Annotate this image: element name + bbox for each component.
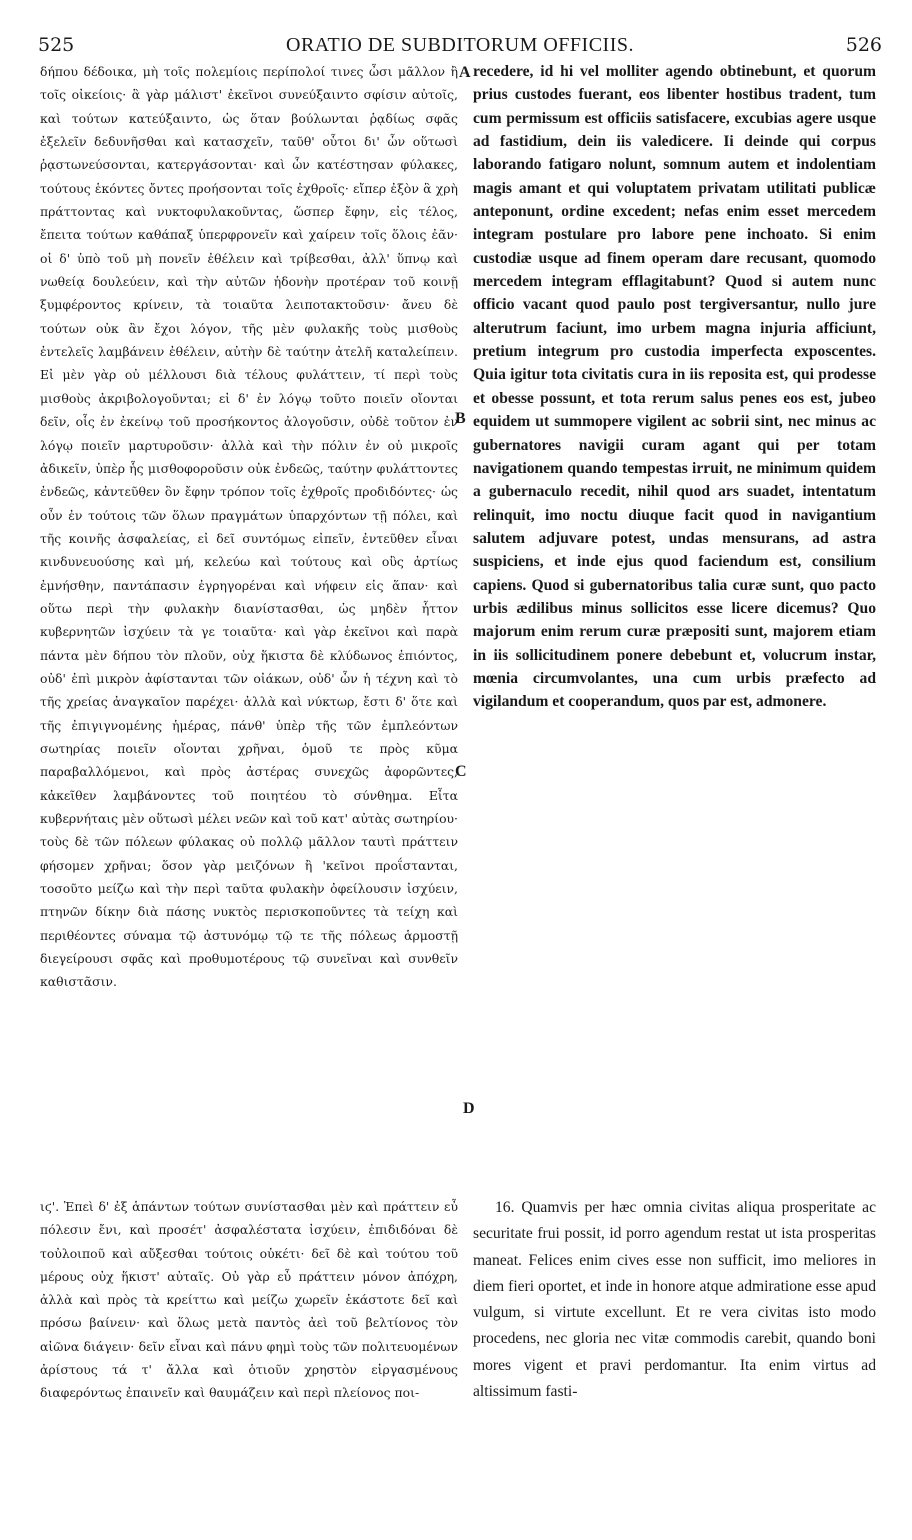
greek-column-text: δήπου δέδοικα, μὴ τοῖς πολεμίοις περίπολοί τινες ὦσι μᾶλλον ἢ τοῖς οἰκείοις· ἃ γὰρ μάλιστ' ἐκεῖνοι συνεύξαιντο σφίσιν αὐτοῖς, καὶ τούτων κατεύξαιντο, ὡς ὅταν βούλωνται ῥᾳδίως σφᾶς ἐξελεῖν δεδυνῆσθαι καὶ κατασχεῖν, ταῦθ' οὗτοι δι' ὧν οὕτωσὶ ῥᾳστωνεύσονται, κατεργάσονται· καὶ ὧν κατέστησαν φύλακες, τούτους ἑκόντες ὄντες προήσονται τοῖς ἐχθροῖς· εἴπερ ἐξὸν ἃ χρὴ πράττοντας καὶ νυκτοφυλακοῦντας, ὥσπερ ἔφην, εἰς τέλος, ἔπειτα τούτων καθάπαξ ὑπερφρονεῖν καὶ χαίρειν τοῖς ὅλοις ἐᾶν· οἱ δ' ὑπὸ τοῦ μὴ πονεῖν ἐθέλειν καὶ τρίβεσθαι, ἀλλ' ὕπνῳ καὶ νωθείᾳ δουλεύειν, καὶ τὴν αὐτῶν ἡδονὴν προτέραν τοῦ κοινῇ ξυμφέροντος κρίνειν, τὰ τοιαῦτα λειποτακτοῦσιν· ἄνευ δὲ τούτων οὐκ ἂν ἔχοι λόγον, τῆς μὲν φυλακῆς τοὺς μισθοὺς ἐντελεῖς λαμβάνειν ἐθέλειν, αὐτὴν δὲ ταύτην ἀτελῆ καταλείπειν. Εἰ μὲν γὰρ οὐ μέλλουσι διὰ τέλους φυλάττειν, τί περὶ τοὺς μισθοὺς ἀκριβολογοῦνται; εἰ δ' ἐν λόγῳ τοῦτο ποιεῖν οἴονται δεῖν, οἷς ἐν ἐκείνῳ τοῦ προσήκοντος ἀλογοῦσιν, οὐδὲ τοῦτον ἐν λόγῳ ποιεῖν μαρτυροῦσιν· ἀλλὰ καὶ τὴν πόλιν ἐν οὐ μικροῖς ἀδικεῖν, ὑπὲρ ἧς μισθοφοροῦσιν οὐκ ἐνδεῶς, ταύτην φυλάττοντες ἐνδεῶς, κἀντεῦθεν ὃν ἔφην τρόπον τοῖς ἐχθροῖς προδιδόντες· ὡς οὖν ἐν τούτοις τῶν ὅλων πραγμάτων ὑπαρχόντων τῇ πόλει, καὶ τῆς κοινῆς ἀσφαλείας, εἰ δεῖ συντόμως εἰπεῖν, ἐντεῦθεν εἶναι κινδυνευούσης καὶ μή, κελεύω καὶ τούτους καὶ οὓς ἀρτίως ἐμνήσθην, παντάπασιν ἐγρηγορέναι καὶ νήφειν εἰς ἅπαν· καὶ οὕτω περὶ τὴν φυλακὴν διανίστασθαι, ὡς μηδὲν ἧττον κυβερνητῶν ἰσχύειν τὰ γε τοιαῦτα· καὶ γὰρ ἐκεῖνοι καὶ παρὰ πάντα μὲν δήπου τὸν πλοῦν, οὐχ ἥκιστα δὲ κλύδωνος ἐπιόντος, οὐδ' ἐπὶ μικρὸν ἀφίστανται τῶν οἰάκων, οὐδ' ὧν ἡ τέχνη καὶ τὸ τῆς χρείας ἀναγκαῖον παρέχει· ἀλλὰ καὶ νύκτωρ, ἔστι δ' ὅτε καὶ τῆς ἐπιγιγνομένης ἡμέρας, πάνθ' ὑπὲρ τῆς τῶν ἐμπλεόντων σωτηρίας ποιεῖν οἴονται χρῆναι, ὁμοῦ τε πρὸς κῦμα παραβαλλόμενοι, καὶ πρὸς ἀστέρας συνεχῶς ἀφορῶντες, κἀκεῖθεν λαμβάνοντες τοῦ ποιητέου τὸ σύνθημα. Εἶτα κυβερνήταις μὲν οὕτωσὶ μέλει νεῶν καὶ τοῦ κατ' αὐτὰς σωτηρίου· τοὺς δὲ τῶν πόλεων φύλακας οὐ πολλῷ μᾶλλον ταυτὶ πράττειν φήσομεν χρῆναι; ὅσον γὰρ μειζόνων ἢ 'κεῖνοι προΐστανται, τοσοῦτο μείζω καὶ τὴν περὶ ταῦτα φυλακὴν ὀφείλουσιν ἰσχύειν, πτηνῶν δίκην διὰ πάσης νυκτὸς περισκοποῦντες τὰ τείχη καὶ περιθέοντες σύναμα τῷ ἀστυνόμῳ τῷ τε τῆς πόλεως ἁρμοστῇ διεγείρουσι σφᾶς καὶ προθυμοτέρους τῷ συνεῖναι καὶ συνθεῖν καθιστᾶσιν. [40,64,458,990]
page-number-right: 526 [845,34,882,56]
page-number-left: 525 [38,34,75,56]
latin-section-16-text: 16. Quamvis per hæc omnia civitas aliqua prosperitate ac securitate frui possit, id porro agendum restat ut ista prosperitas maneat. Felices enim cives esse non sufficit, imo meliores in diem fieri oportet, et inde in honore atque admiratione esse apud vulgum, si virtute excellunt. Et re vera civitas isto modo procedens, nec gloria nec vitæ commodis carebit, quando boni mores vigent et pravi perdomantur. Ita enim virtus ad altissimum fasti- [473,1199,876,1401]
latin-column-text: recedere, id hi vel molliter agendo obtinebunt, et quorum prius custodes fuerant, eos libenter hostibus tradent, tum cum permissum est officiis satisfacere, excubias agere usque ad fastidium, dein iis valedicere. Ii deinde qui corpus laborando fatigaro nolunt, somnum autem et indolentiam magis amant et qui voluptatem privatam utilitati publicæ anteponunt, ordine excedent; nefas enim esset mercedem integram postulare pro labore pene inchoato. Si enim custodiæ usque ad finem operam dare recusant, quomodo mercedem integram efflagitabunt? Quod si autem nunc officio vacant quod paulo post tergiversantur, nullo jure alterutrum faciunt, imo urbem magna injuria afficiunt, pretium integrum pro custodia imperfecta exposcentes. Quia igitur tota civitatis cura in iis reposita est, qui prodesse et obesse possunt, et tota rerum salus penes eos est, jubeo equidem ut summopere vigilent ac sobrii sint, nec minus ac gubernatores navigii curam agant qui per totam navigationem quando tempestas irruit, ne minimum quidem a gubernaculo recedit, nihil quod ars suadet, intentatum relinquit, imo noctu diuque facit quod in navigantium salutem adjuvare potest, undas mensurans, ad astra suspiciens, et inde ejus quod faciendum est, consilium capiens. Quod si gubernatoribus talia curæ sunt, quo pacto urbis ædilibus minus sollicitos esse licere dicemus? Quo majorum enim rerum curæ præpositi sunt, majorem etiam in iis sollicitudinem ponere debebunt et, volucrum instar, mœnia circumvolantes, una cum urbis præfecto ad vigilandum et cooperandum, quos par est, admonere. [473,63,876,711]
section-marker-d: D [463,1100,475,1117]
section-marker-c: C [455,763,467,780]
running-title: ORATIO DE SUBDITORUM OFFICIIS. [286,34,634,56]
section-marker-b: B [455,410,466,427]
greek-section-16-text: ιϛ'. Ἐπεὶ δ' ἐξ ἁπάντων τούτων συνίστασθαι μὲν καὶ πράττειν εὖ πόλεσιν ἔνι, καὶ προσέτ' ἀσφαλέστατα ἰσχύειν, ἐπιδιδόναι δὲ τοὐλοιποῦ καὶ αὔξεσθαι τούτοις οὐκέτι· δεῖ δὲ καὶ τούτου τοῦ μέρους οὐχ ἥκιστ' αὐταῖς. Οὐ γὰρ εὖ πράττειν μόνον ἀπόχρη, ἀλλὰ καὶ πρὸς τὰ κρείττω καὶ μείζω χωρεῖν ἑκάστοτε δεῖ καὶ πρόσω βαίνειν· καὶ ὅλως μετὰ παντὸς ἀεὶ τοῦ βελτίονος τὸν αἰῶνα διάγειν· δεῖν εἶναι καὶ πάνυ φημὶ τοὺς τῶν πολιτευομένων ἀρίστους τά τ' ἄλλα καὶ ὁτιοῦν χρηστὸν εἰργασμένους διαφερόντως ἐπαινεῖν καὶ θαυμάζειν καὶ περὶ πλείονος ποι- [40,1199,458,1401]
section-marker-a: A [459,64,471,81]
running-header [38,34,882,58]
